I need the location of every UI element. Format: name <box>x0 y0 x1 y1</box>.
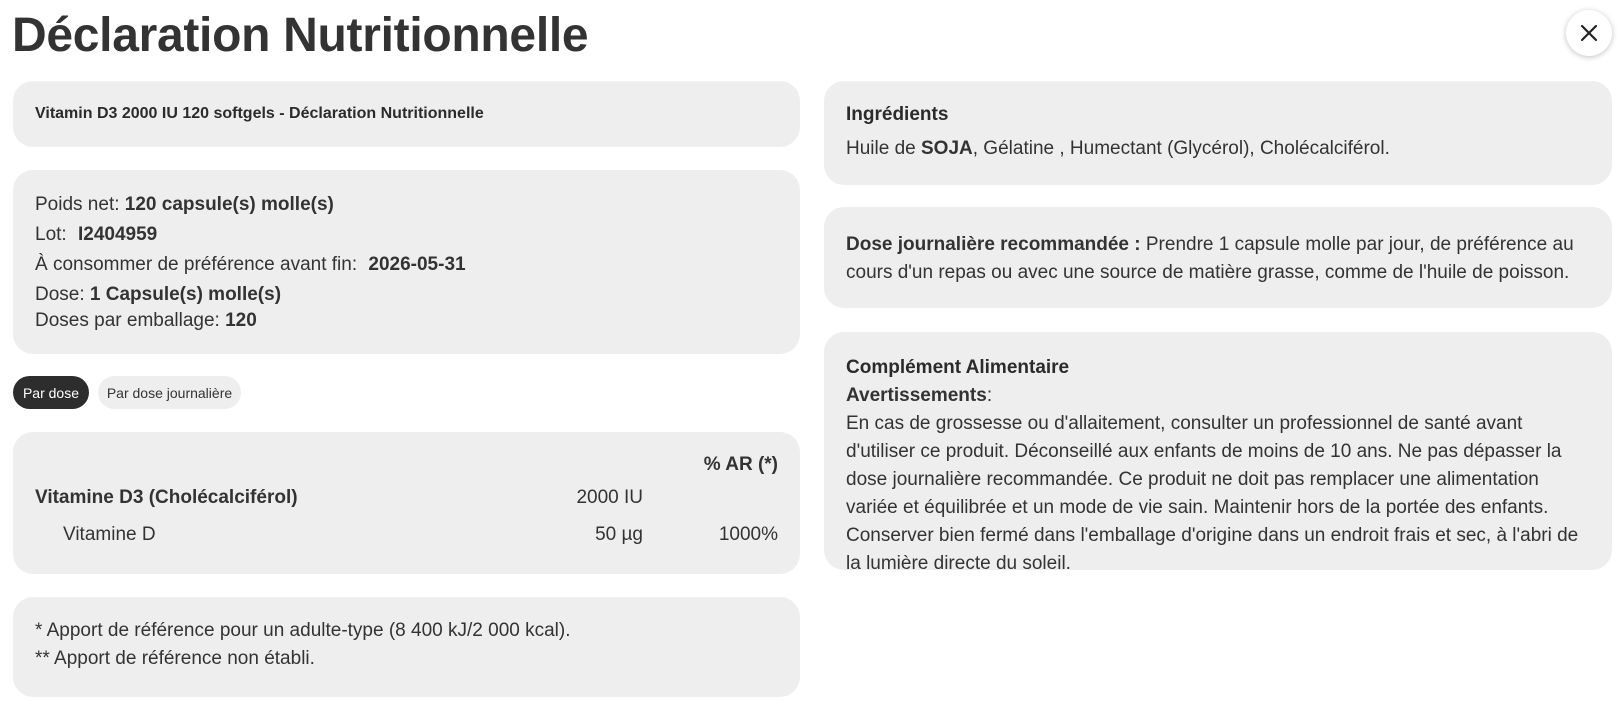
dose-label: Dose: <box>35 284 85 305</box>
warnings-colon: : <box>986 385 993 406</box>
nutrient-amount: 50 µg <box>595 524 643 545</box>
net-weight-row <box>35 190 778 220</box>
close-icon <box>1579 23 1599 43</box>
daily-dose-label: Dose journalière recommandée : <box>846 234 1141 255</box>
nutrition-table <box>13 432 800 574</box>
lot-row <box>35 220 778 250</box>
best-before-row <box>35 250 778 280</box>
footnotes-card <box>13 597 800 697</box>
ingredients-prefix: Huile de <box>846 138 921 159</box>
footnote-reference-intake: * Apport de référence pour un adulte-type (8 400 kJ/2 000 kcal). <box>35 620 571 641</box>
dose-value: 1 Capsule(s) molle(s) <box>89 284 282 305</box>
tab-per-dose[interactable]: Par dose <box>13 376 89 409</box>
allergen: SOJA <box>921 138 973 159</box>
net-weight-value: 120 capsule(s) molle(s) <box>124 194 334 215</box>
best-before-label: À consommer de préférence avant fin: <box>35 254 358 275</box>
best-before-value: 2026-05-31 <box>368 254 466 275</box>
dose-row <box>35 280 778 310</box>
product-info-card <box>13 170 800 354</box>
footnote-not-established: ** Apport de référence non établi. <box>35 648 315 669</box>
close-button[interactable] <box>1566 10 1612 56</box>
nutrient-name: Vitamine D3 (Cholécalciférol) <box>35 487 298 508</box>
daily-dose-text <box>846 231 1590 287</box>
product-name: Vitamin D3 2000 IU 120 softgels - Déclaration Nutritionnelle <box>35 105 484 122</box>
net-weight-label: Poids net: <box>35 194 120 215</box>
ingredients-text <box>846 135 1590 163</box>
doses-per-pack-value: 120 <box>225 310 257 331</box>
doses-per-pack-label: Doses par emballage: <box>35 310 220 331</box>
ingredients-card <box>824 81 1612 185</box>
warnings-label-line <box>846 382 1590 410</box>
doses-per-pack-row <box>35 310 778 332</box>
daily-dose-instructions: Prendre 1 capsule molle par jour, de préférence au cours d'un repas ou avec une source de matière grasse, comme de l'huile de poisson. <box>846 234 1574 283</box>
nutrient-ar: 1000% <box>718 524 778 545</box>
warnings-card <box>824 332 1612 574</box>
daily-dose-card <box>824 207 1612 308</box>
nutrient-amount: 2000 IU <box>576 487 643 508</box>
tab-per-daily-dose[interactable]: Par dose journalière <box>98 376 241 409</box>
page-title: Déclaration Nutritionnelle <box>12 9 589 62</box>
warnings-text: En cas de grossesse ou d'allaitement, consulter un professionnel de santé avant d'utiliser ce produit. Déconseillé aux enfants de moins de 10 ans. Ne pas dépasser la dose journalière recommandée. Ce produit ne doit pas remplacer une alimentation variée et équilibrée et un mode de vie sain. Maintenir hors de la portée des enfants. Conserver bien fermé dans l'emballage d'origine dans un endroit frais et sec, à l'abri de la lumière directe du soleil. <box>846 413 1579 574</box>
lot-value: I2404959 <box>77 224 158 245</box>
nutrient-name: Vitamine D <box>63 524 156 545</box>
lot-label: Lot: <box>35 224 67 245</box>
ar-column-header: % AR (*) <box>703 454 778 475</box>
warnings-label: Avertissements <box>846 385 987 406</box>
product-name-card <box>13 81 800 147</box>
ingredients-rest: , Gélatine , Humectant (Glycérol), Cholécalciférol. <box>972 138 1390 159</box>
supplement-heading: Complément Alimentaire <box>846 357 1070 378</box>
ingredients-heading: Ingrédients <box>846 104 949 125</box>
